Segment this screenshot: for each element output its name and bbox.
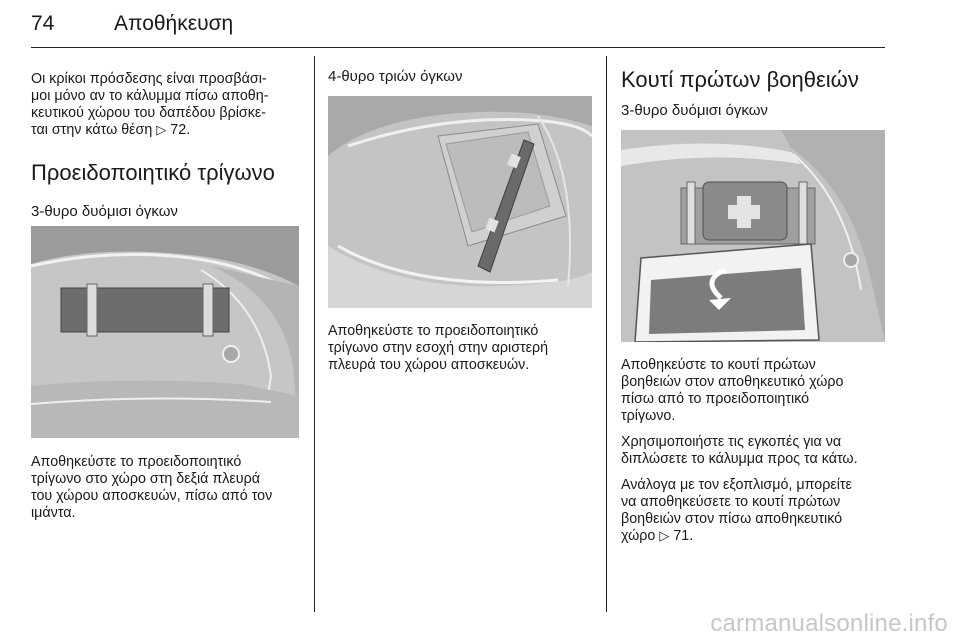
para-1-line-4: τρίγωνο.	[621, 408, 676, 424]
para-2-line-2: διπλώσετε το κάλυμμα προς τα κάτω.	[621, 451, 858, 467]
trunk-left-recess-drawing	[328, 96, 592, 308]
caption-1-line-1: Αποθηκεύστε το προειδοποιητικό	[31, 454, 242, 470]
page-number: 74	[31, 12, 55, 35]
caption-1-line-3: του χώρου αποσκευών, πίσω από τον	[31, 488, 273, 504]
para-3-line-4-text: χώρο	[621, 528, 656, 544]
illustration-warning-triangle-3door	[31, 226, 299, 438]
watermark: carmanualsonline.info	[710, 610, 948, 637]
column-divider-2	[606, 56, 607, 612]
caption-1-line-2: τρίγωνο στο χώρο στη δεξιά πλευρά	[31, 471, 261, 487]
para-3-line-3: βοηθειών στον πίσω αποθηκευτικό	[621, 511, 843, 527]
caption-2-line-2: τρίγωνο στην εσοχή στην αριστερή	[328, 340, 549, 356]
para-3-line-1: Ανάλογα με τον εξοπλισμό, μπορείτε	[621, 477, 852, 493]
para-3-page-ref[interactable]: 71.	[673, 528, 694, 544]
intro-line-4-text: ται στην κάτω θέση	[31, 122, 153, 138]
reference-arrow-icon: ▷	[659, 528, 670, 543]
intro-line-1: Οι κρίκοι πρόσδεσης είναι προσβάσι-	[31, 71, 267, 87]
caption-1-line-4: ιμάντα.	[31, 505, 76, 521]
header-rule	[31, 47, 885, 48]
column-divider-1	[314, 56, 315, 612]
section-title: Αποθήκευση	[114, 12, 234, 35]
para-3-line-2: να αποθηκεύσετε το κουτί πρώτων	[621, 494, 841, 510]
para-1-line-2: βοηθειών στον αποθηκευτικό χώρο	[621, 374, 844, 390]
intro-line-4	[31, 122, 190, 138]
three-door-subheading: 3-θυρο δυόμισι όγκων	[31, 203, 178, 220]
first-aid-storage-drawing	[621, 130, 885, 342]
trunk-right-side-drawing	[31, 226, 299, 438]
caption-2-line-3: πλευρά του χώρου αποσκευών.	[328, 357, 530, 373]
reference-arrow-icon: ▷	[156, 122, 167, 137]
illustration-first-aid-kit	[621, 130, 885, 342]
intro-page-ref[interactable]: 72.	[170, 122, 191, 138]
illustration-warning-triangle-4door	[328, 96, 592, 308]
para-3-line-4	[621, 528, 693, 544]
para-1-line-3: πίσω από το προειδοποιητικό	[621, 391, 810, 407]
caption-2-line-1: Αποθηκεύστε το προειδοποιητικό	[328, 323, 539, 339]
para-2-line-1: Χρησιμοποιήστε τις εγκοπές για να	[621, 434, 842, 450]
warning-triangle-heading: Προειδοποιητικό τρίγωνο	[31, 160, 275, 185]
intro-line-2: μοι μόνο αν το κάλυμμα πίσω αποθη-	[31, 88, 269, 104]
first-aid-kit-heading: Κουτί πρώτων βοηθειών	[621, 67, 859, 92]
intro-line-3: κευτικού χώρου του δαπέδου βρίσκε-	[31, 105, 267, 121]
first-aid-three-door-subheading: 3-θυρο δυόμισι όγκων	[621, 102, 768, 119]
para-1-line-1: Αποθηκεύστε το κουτί πρώτων	[621, 357, 816, 373]
four-door-subheading: 4-θυρο τριών όγκων	[328, 68, 463, 85]
